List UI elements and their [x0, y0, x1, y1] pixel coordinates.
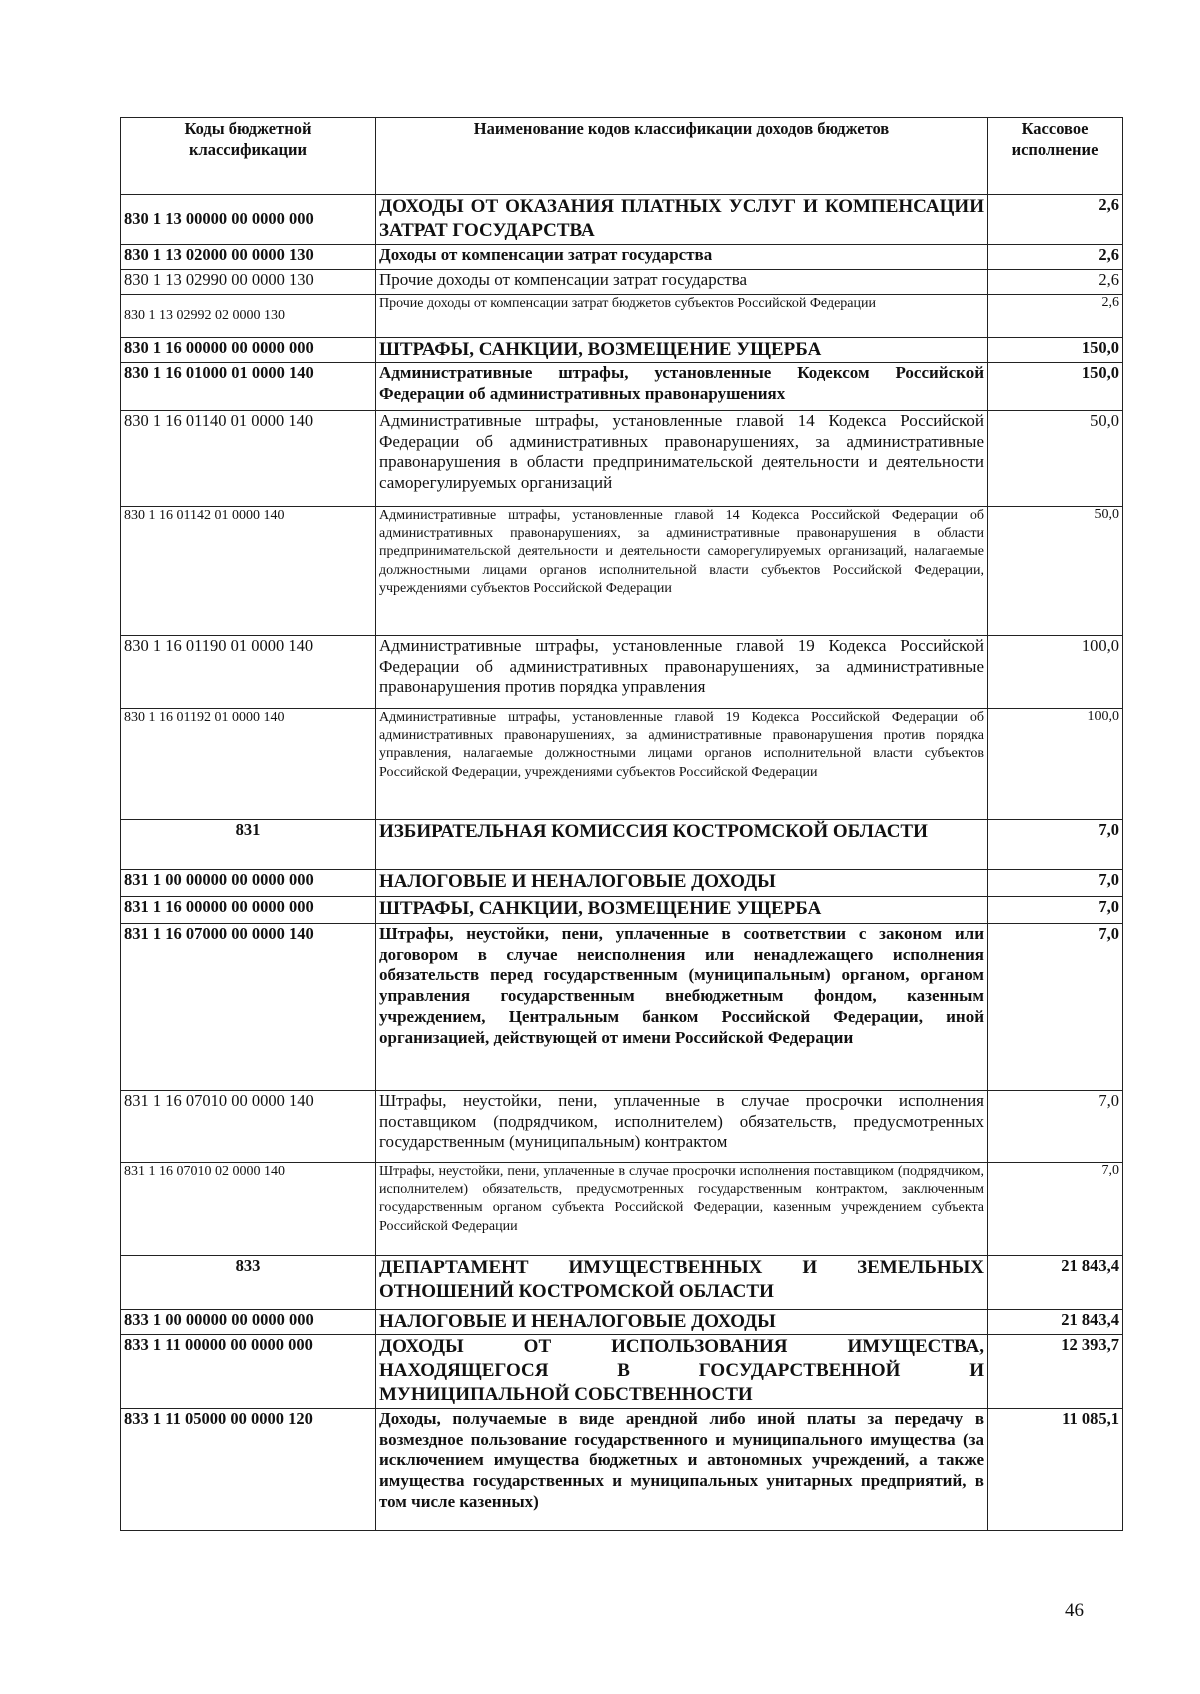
- row-code: 830 1 16 01000 01 0000 140: [121, 363, 376, 411]
- row-sum: 21 843,4: [988, 1256, 1123, 1310]
- row-name: ШТРАФЫ, САНКЦИИ, ВОЗМЕЩЕНИЕ УЩЕРБА: [376, 897, 988, 924]
- row-name: Административные штрафы, установленные главой 14 Кодекса Российской Федерации об административных правонарушениях, за административные правонарушения в области предпринимательской деятельности и деятельности саморегулируемых организаций, налагаемые должностными лицами органов исполнительной власти субъектов Российской Федерации, учреждениями субъектов Российской Федерации: [376, 507, 988, 636]
- row-name: Доходы, получаемые в виде арендной либо иной платы за передачу в возмездное пользование государственного и муниципального имущества (за исключением имущества бюджетных и автономных учреждений, а также имущества государственных и муниципальных унитарных предприятий, в том числе казенных): [376, 1409, 988, 1531]
- row-code: 830 1 13 02990 00 0000 130: [121, 270, 376, 295]
- table-row: [121, 709, 1123, 820]
- row-code: 830 1 16 01140 01 0000 140: [121, 411, 376, 507]
- row-code: 833 1 11 00000 00 0000 000: [121, 1335, 376, 1409]
- row-sum: 150,0: [988, 338, 1123, 363]
- row-code: 831 1 00 00000 00 0000 000: [121, 870, 376, 897]
- row-name: Административные штрафы, установленные главой 14 Кодекса Российской Федерации об административных правонарушениях, за административные правонарушения в области предпринимательской деятельности и деятельности саморегулируемых организаций: [376, 411, 988, 507]
- table-row: [121, 870, 1123, 897]
- header-code: Коды бюджетной классификации: [121, 118, 376, 195]
- table-row: [121, 338, 1123, 363]
- header-name: Наименование кодов классификации доходов бюджетов: [376, 118, 988, 195]
- table-row: [121, 411, 1123, 507]
- row-sum: 7,0: [988, 924, 1123, 1091]
- table-row: [121, 820, 1123, 870]
- row-sum: 50,0: [988, 507, 1123, 636]
- row-name: ШТРАФЫ, САНКЦИИ, ВОЗМЕЩЕНИЕ УЩЕРБА: [376, 338, 988, 363]
- row-code: 833 1 00 00000 00 0000 000: [121, 1310, 376, 1335]
- row-sum: 7,0: [988, 870, 1123, 897]
- row-sum: 100,0: [988, 709, 1123, 820]
- row-sum: 100,0: [988, 636, 1123, 709]
- row-sum: 50,0: [988, 411, 1123, 507]
- row-code: 831: [121, 820, 376, 870]
- table-row: [121, 924, 1123, 1091]
- row-sum: 7,0: [988, 1163, 1123, 1256]
- row-name: НАЛОГОВЫЕ И НЕНАЛОГОВЫЕ ДОХОДЫ: [376, 870, 988, 897]
- table-row: [121, 1335, 1123, 1409]
- row-sum: 7,0: [988, 820, 1123, 870]
- row-code: 830 1 13 02992 02 0000 130: [121, 295, 376, 338]
- row-name: Административные штрафы, установленные главой 19 Кодекса Российской Федерации об административных правонарушениях, за административные правонарушения против порядка управления: [376, 636, 988, 709]
- row-name: Административные штрафы, установленные главой 19 Кодекса Российской Федерации об административных правонарушениях, за административные правонарушения против порядка управления, налагаемые должностными лицами органов исполнительной власти субъектов Российской Федерации, учреждениями субъектов Российской Федерации: [376, 709, 988, 820]
- row-name: Штрафы, неустойки, пени, уплаченные в соответствии с законом или договором в случае неисполнения или ненадлежащего исполнения обязательств перед государственным (муниципальным) органом, органом управления государственным внебюджетным фондом, казенным учреждением, Центральным банком Российской Федерации, иной организацией, действующей от имени Российской Федерации: [376, 924, 988, 1091]
- row-sum: 12 393,7: [988, 1335, 1123, 1409]
- header-sum: Кассовое исполнение: [988, 118, 1123, 195]
- row-code: 833: [121, 1256, 376, 1310]
- row-sum: 7,0: [988, 897, 1123, 924]
- row-name: ДЕПАРТАМЕНТ ИМУЩЕСТВЕННЫХ И ЗЕМЕЛЬНЫХ ОТНОШЕНИЙ КОСТРОМСКОЙ ОБЛАСТИ: [376, 1256, 988, 1310]
- row-name: Доходы от компенсации затрат государства: [376, 245, 988, 270]
- row-code: 831 1 16 07000 00 0000 140: [121, 924, 376, 1091]
- table-row: [121, 295, 1123, 338]
- row-sum: 21 843,4: [988, 1310, 1123, 1335]
- row-name: НАЛОГОВЫЕ И НЕНАЛОГОВЫЕ ДОХОДЫ: [376, 1310, 988, 1335]
- row-name: ДОХОДЫ ОТ ОКАЗАНИЯ ПЛАТНЫХ УСЛУГ И КОМПЕНСАЦИИ ЗАТРАТ ГОСУДАРСТВА: [376, 195, 988, 245]
- row-name: Прочие доходы от компенсации затрат государства: [376, 270, 988, 295]
- table-header-row: [121, 118, 1123, 195]
- row-name: ДОХОДЫ ОТ ИСПОЛЬЗОВАНИЯ ИМУЩЕСТВА, НАХОДЯЩЕГОСЯ В ГОСУДАРСТВЕННОЙ И МУНИЦИПАЛЬНОЙ СОБСТВЕННОСТИ: [376, 1335, 988, 1409]
- row-code: 831 1 16 07010 00 0000 140: [121, 1091, 376, 1163]
- table-row: [121, 195, 1123, 245]
- table-row: [121, 636, 1123, 709]
- row-name: ИЗБИРАТЕЛЬНАЯ КОМИССИЯ КОСТРОМСКОЙ ОБЛАСТИ: [376, 820, 988, 870]
- table-row: [121, 897, 1123, 924]
- row-sum: 2,6: [988, 195, 1123, 245]
- row-code: 830 1 13 02000 00 0000 130: [121, 245, 376, 270]
- row-code: 830 1 16 00000 00 0000 000: [121, 338, 376, 363]
- table-row: [121, 270, 1123, 295]
- row-code: 830 1 16 01190 01 0000 140: [121, 636, 376, 709]
- table-row: [121, 1091, 1123, 1163]
- table-row: [121, 1163, 1123, 1256]
- row-name: Штрафы, неустойки, пени, уплаченные в случае просрочки исполнения поставщиком (подрядчиком, исполнителем) обязательств, предусмотренных государственным контрактом, заключенным государственным органом субъекта Российской Федерации, казенным учреждением субъекта Российской Федерации: [376, 1163, 988, 1256]
- page-number: 46: [1065, 1600, 1084, 1621]
- row-code: 830 1 16 01192 01 0000 140: [121, 709, 376, 820]
- table-row: [121, 1310, 1123, 1335]
- budget-revenue-table: [120, 117, 1123, 1531]
- row-code: 833 1 11 05000 00 0000 120: [121, 1409, 376, 1531]
- row-sum: 2,6: [988, 245, 1123, 270]
- row-code: 830 1 16 01142 01 0000 140: [121, 507, 376, 636]
- table-row: [121, 507, 1123, 636]
- row-name: Штрафы, неустойки, пени, уплаченные в случае просрочки исполнения поставщиком (подрядчиком, исполнителем) обязательств, предусмотренных государственным (муниципальным) контрактом: [376, 1091, 988, 1163]
- row-sum: 11 085,1: [988, 1409, 1123, 1531]
- table-row: [121, 1256, 1123, 1310]
- row-sum: 2,6: [988, 270, 1123, 295]
- row-sum: 2,6: [988, 295, 1123, 338]
- table-row: [121, 245, 1123, 270]
- row-code: 831 1 16 00000 00 0000 000: [121, 897, 376, 924]
- row-code: 831 1 16 07010 02 0000 140: [121, 1163, 376, 1256]
- row-name: Административные штрафы, установленные Кодексом Российской Федерации об административных правонарушениях: [376, 363, 988, 411]
- row-name: Прочие доходы от компенсации затрат бюджетов субъектов Российской Федерации: [376, 295, 988, 338]
- row-sum: 7,0: [988, 1091, 1123, 1163]
- row-code: 830 1 13 00000 00 0000 000: [121, 195, 376, 245]
- table-row: [121, 363, 1123, 411]
- row-sum: 150,0: [988, 363, 1123, 411]
- table-row: [121, 1409, 1123, 1531]
